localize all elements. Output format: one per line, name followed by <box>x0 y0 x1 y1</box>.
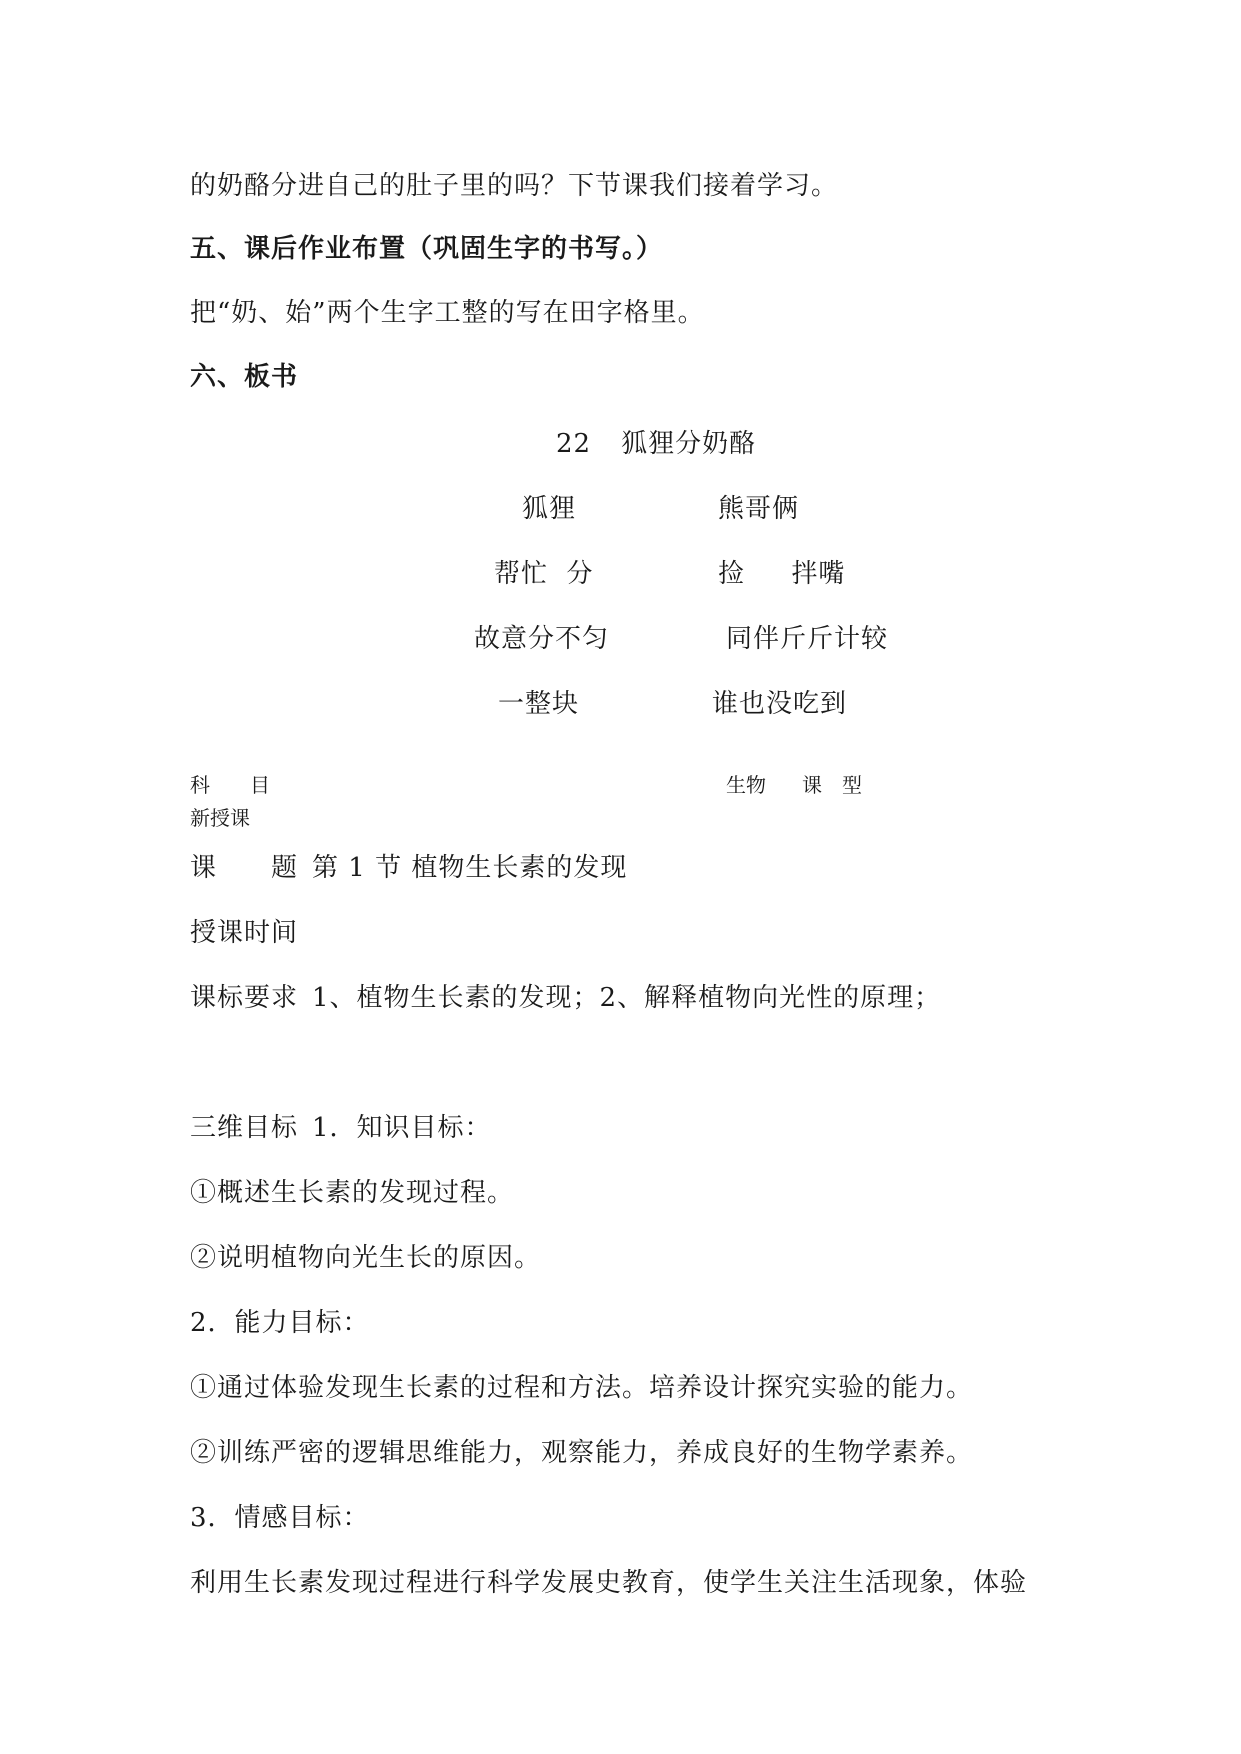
board-left-3: 故意分不匀 <box>474 624 610 654</box>
heading-board: 六、板书 <box>190 362 299 392</box>
board-right-2: 捡 拌嘴 <box>718 559 846 589</box>
time-label: 授课时间 <box>190 918 299 948</box>
topic-label: 课 题 <box>190 853 299 883</box>
type-label: 课 型 <box>802 773 862 797</box>
knowledge-item-1: ①概述生长素的发现过程。 <box>190 1178 515 1208</box>
ability-item-2: ②训练严密的逻辑思维能力，观察能力，养成良好的生物学素养。 <box>190 1438 974 1468</box>
board-left-4: 一整块 <box>498 689 580 719</box>
board-title-number: 22 <box>556 429 592 459</box>
board-left-1: 狐狸 <box>522 494 577 524</box>
heading-homework: 五、课后作业布置（巩固生字的书写。） <box>190 234 664 264</box>
knowledge-item-2: ②说明植物向光生长的原因。 <box>190 1243 542 1273</box>
objectives-row <box>190 1112 492 1144</box>
standard-row <box>190 982 941 1014</box>
ability-heading: 2．能力目标： <box>190 1308 370 1338</box>
standard-value: 1、植物生长素的发现；2、解释植物向光性的原理； <box>312 983 942 1013</box>
topic-row <box>190 852 627 884</box>
board-right-4: 谁也没吃到 <box>712 689 848 719</box>
board-title <box>556 428 756 460</box>
text-continuation: 的奶酪分进自己的肚子里的吗？下节课我们接着学习。 <box>190 171 839 201</box>
board-title-text: 狐狸分奶酪 <box>621 429 757 459</box>
topic-value: 第 1 节 植物生长素的发现 <box>312 853 628 883</box>
board-right-3: 同伴斤斤计较 <box>726 624 889 654</box>
homework-text: 把“奶、始”两个生字工整的写在田字格里。 <box>190 298 705 328</box>
subject-label: 科 目 <box>190 773 270 797</box>
objectives-label: 三维目标 <box>190 1113 299 1143</box>
emotion-heading: 3．情感目标： <box>190 1503 370 1533</box>
standard-label: 课标要求 <box>190 983 299 1013</box>
type-value: 新授课 <box>190 806 250 830</box>
board-left-2: 帮忙 分 <box>494 559 594 589</box>
knowledge-heading: 1．知识目标： <box>312 1113 492 1143</box>
subject-value: 生物 <box>726 773 766 797</box>
board-right-1: 熊哥俩 <box>718 494 800 524</box>
emotion-item-1: 利用生长素发现过程进行科学发展史教育，使学生关注生活现象，体验 <box>190 1568 1028 1598</box>
ability-item-1: ①通过体验发现生长素的过程和方法。培养设计探究实验的能力。 <box>190 1373 974 1403</box>
